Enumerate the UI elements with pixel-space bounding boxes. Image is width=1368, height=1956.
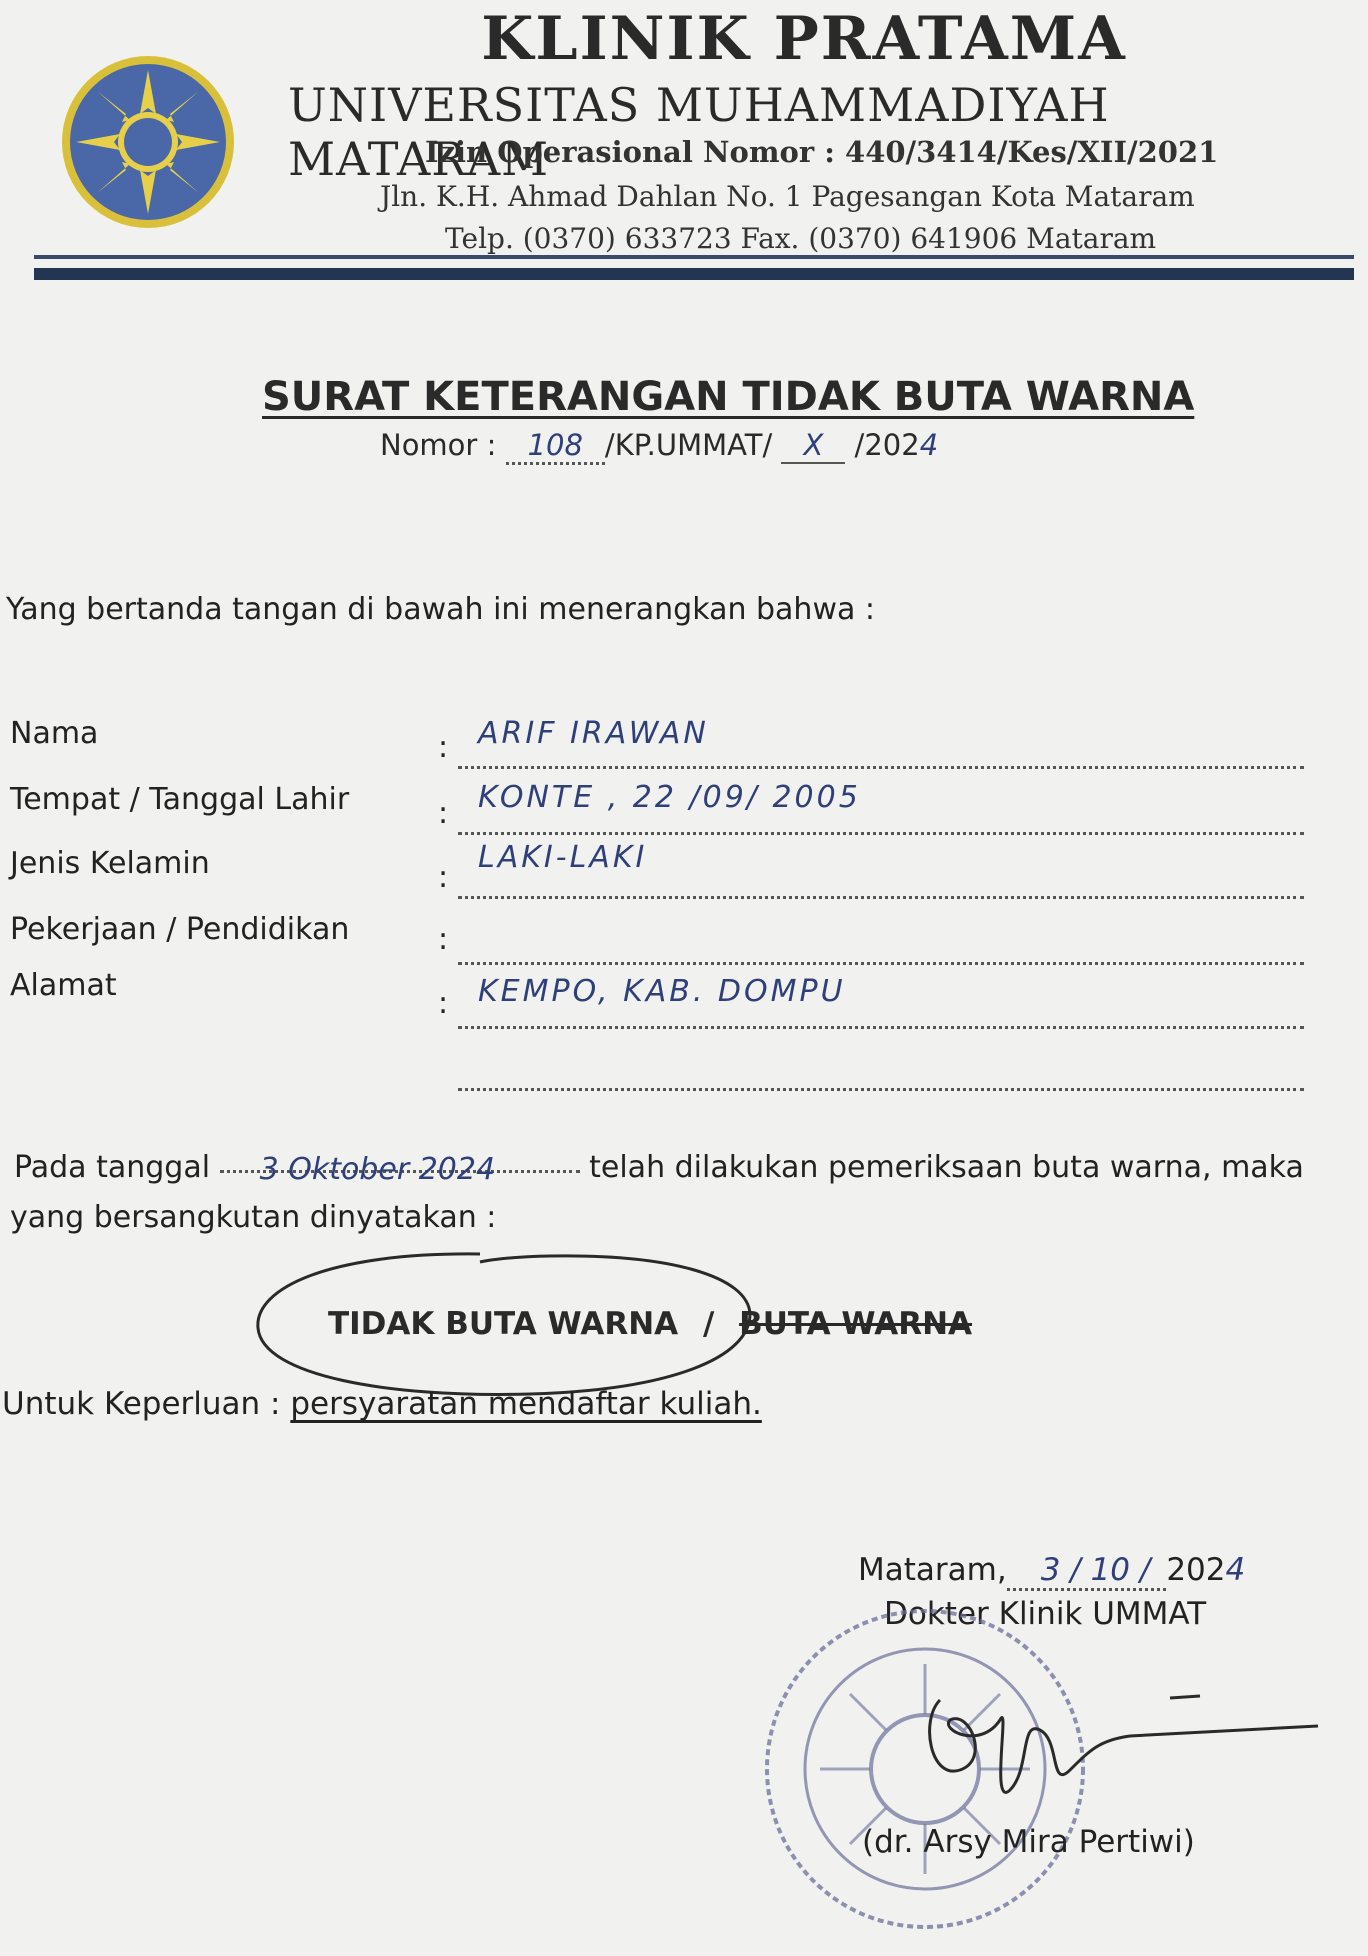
signature-place: Mataram, — [858, 1552, 1007, 1588]
field-colon: : — [438, 922, 449, 957]
result-struck-option: BUTA WARNA — [739, 1306, 973, 1342]
intro-text: Yang bertanda tangan di bawah ini menerangkan bahwa : — [6, 592, 876, 627]
examination-prefix: Pada tanggal — [14, 1150, 220, 1185]
document-number — [380, 428, 938, 462]
field-label-pekerjaan: Pekerjaan / Pendidikan — [10, 912, 350, 947]
number-suffix: /202 — [845, 428, 920, 462]
header-rule-thick — [34, 268, 1354, 280]
signature-year-digit: 4 — [1225, 1552, 1246, 1588]
field-colon: : — [438, 730, 449, 765]
field-dotted-line — [458, 962, 1304, 965]
signature-year-prefix: 202 — [1166, 1552, 1226, 1588]
university-name: UNIVERSITAS MUHAMMADIYAH MATARAM — [288, 78, 1110, 186]
field-label-nama: Nama — [10, 716, 99, 751]
field-dotted-line — [458, 832, 1304, 835]
result-statement — [328, 1306, 972, 1342]
result-separator: / — [702, 1306, 715, 1342]
clinic-address: Jln. K.H. Ahmad Dahlan No. 1 Pagesangan Kota Mataram — [380, 180, 1195, 213]
signature-date: 3 / 10 / — [1007, 1552, 1167, 1591]
clinic-contact: Telp. (0370) 633723 Fax. (0370) 641906 Mataram — [445, 222, 1157, 255]
field-value-jenis-kelamin: LAKI-LAKI — [478, 840, 648, 875]
doctor-name: (dr. Arsy Mira Pertiwi) — [862, 1824, 1195, 1860]
purpose-value: persyaratan mendaftar kuliah. — [290, 1386, 762, 1422]
field-colon: : — [438, 796, 449, 831]
examination-date-field — [220, 1152, 580, 1187]
field-label-ttl: Tempat / Tanggal Lahir — [10, 782, 350, 817]
field-value-nama: ARIF IRAWAN — [478, 716, 709, 751]
purpose-label: Untuk Keperluan : — [2, 1386, 291, 1422]
number-prefix: Nomor : — [380, 428, 506, 462]
header-rule-thin — [34, 255, 1354, 259]
purpose-line — [2, 1386, 762, 1422]
clinic-name: KLINIK PRATAMA — [481, 4, 1127, 74]
number-mid: /KP.UMMAT/ — [604, 428, 782, 462]
number-month: X — [781, 428, 845, 464]
field-label-alamat: Alamat — [10, 968, 117, 1003]
field-dotted-line — [458, 1026, 1304, 1029]
field-colon: : — [438, 986, 449, 1021]
permit-number: Izin Operasional Nomor : 440/3414/Kes/XII/2021 — [425, 135, 1219, 169]
field-dotted-line — [458, 766, 1304, 769]
examination-line2: yang bersangkutan dinyatakan : — [10, 1200, 497, 1235]
field-dotted-line — [458, 896, 1304, 899]
signature-place-date — [858, 1552, 1245, 1588]
document-title: SURAT KETERANGAN TIDAK BUTA WARNA — [262, 374, 1195, 420]
number-value: 108 — [506, 428, 605, 465]
examination-line1 — [14, 1150, 1304, 1185]
field-dotted-line-extra — [458, 1088, 1304, 1091]
muhammadiyah-logo — [58, 52, 238, 232]
handwritten-signature — [900, 1660, 1320, 1830]
signature-role: Dokter Klinik UMMAT — [884, 1596, 1207, 1632]
examination-suffix: telah dilakukan pemeriksaan buta warna, maka — [579, 1150, 1304, 1185]
field-value-alamat: KEMPO, KAB. DOMPU — [478, 974, 846, 1009]
result-selected-option: TIDAK BUTA WARNA — [328, 1306, 679, 1342]
field-value-ttl: KONTE , 22 /09/ 2005 — [478, 780, 861, 815]
field-label-jenis-kelamin: Jenis Kelamin — [10, 846, 210, 881]
examination-date-value: 3 Oktober 2024 — [259, 1152, 496, 1187]
number-year-digit: 4 — [919, 428, 939, 462]
field-colon: : — [438, 860, 449, 895]
